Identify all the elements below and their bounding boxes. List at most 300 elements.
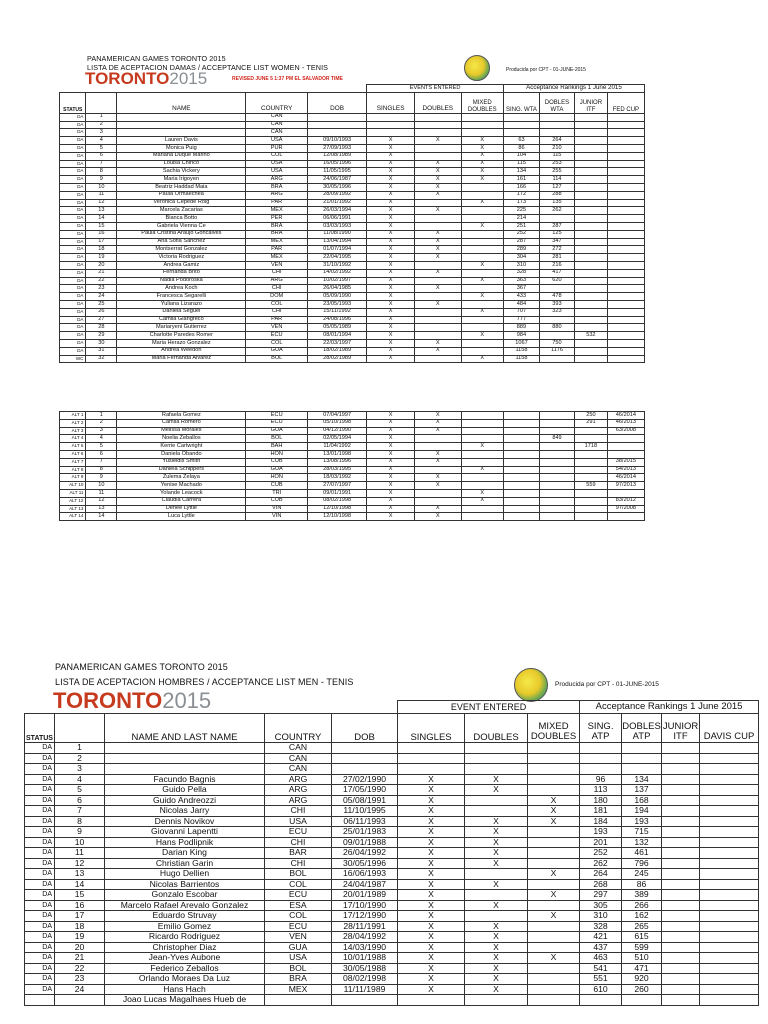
women-table-cell: DA [60,316,86,324]
men-table-cell [398,764,465,775]
women-table-cell: X [414,160,461,168]
men-table-cell: CAN [265,753,332,764]
women-table-cell: ARG [246,277,307,285]
women-alt-table-cell: HON [246,450,307,458]
men-table-cell [332,764,398,775]
women-table-cell: DA [60,144,86,152]
women-table-cell: DA [60,254,86,262]
men-table-cell: 715 [622,827,662,838]
women-table-cell: Paula Ormaechea [117,191,246,199]
men-table-cell: DA [25,753,55,764]
men-table-cell [700,743,759,754]
men-table-cell [662,795,700,806]
women-table-cell: 1176 [539,347,574,355]
men-table-cell: X [398,848,465,859]
women-table-cell: Victoria Rodriguez [117,254,246,262]
women-table-cell: DA [60,222,86,230]
women-table-cell: DA [60,261,86,269]
women-table-cell: 253 [539,160,574,168]
men-table-cell: 21 [55,953,105,964]
men-table-cell [662,753,700,764]
men-table-cell [528,921,580,932]
men-table-cell: 28/11/1991 [332,921,398,932]
men-table-cell: X [465,879,528,890]
women-table-cell: Marcela Zacarias [117,207,246,215]
women-table-cell: DA [60,324,86,332]
women-table-cell: Daniela Seguel [117,308,246,316]
women-table-cell: X [367,308,415,316]
women-table-cell: Maria Fernanda Alvarez [117,355,246,363]
men-table-cell: Emilio Gomez [105,921,265,932]
women-table-cell: DA [60,269,86,277]
women-alt-table-cell: 7 [86,458,117,466]
women-table-cell: 251 [503,222,539,230]
men-table-cell: 15 [55,890,105,901]
men-title-2: LISTA DE ACEPTACION HOMBRES / ACCEPTANCE LIST MEN - TENIS [55,677,354,687]
men-table-row [25,795,759,806]
women-alt-table-cell: 46/2013 [607,419,644,427]
women-title-2: LISTA DE ACEPTACION DAMAS / ACCEPTANCE LIST WOMEN - TENIS [87,63,329,72]
men-table-cell [465,795,528,806]
women-table-cell: 32 [86,355,117,363]
men-table-cell: 19 [55,932,105,943]
women-alt-table-cell: CUB [246,497,307,505]
women-table-cell: DA [60,308,86,316]
women-alt-table-cell: X [461,466,503,474]
women-table-cell: 135 [539,199,574,207]
men-table-cell: BAR [265,848,332,859]
women-table-cell: X [367,300,415,308]
women-table-cell: 7 [86,160,117,168]
men-table-cell: 5 [55,785,105,796]
women-table-cell: DA [60,332,86,340]
women-alt-table-cell: 12 [86,497,117,505]
women-table-cell: X [367,277,415,285]
men-table-cell [700,827,759,838]
women-table-cell: X [414,207,461,215]
men-table-cell: BOL [265,963,332,974]
men-table-cell: X [465,827,528,838]
women-alt-table-cell: ECU [246,412,307,420]
men-table-cell: 17/10/1990 [332,900,398,911]
women-table-cell: 01/07/1994 [307,246,366,254]
men-table-cell [528,942,580,953]
women-table-cell: COL [246,300,307,308]
men-table-cell [700,879,759,890]
men-table-cell [662,816,700,827]
women-table-cell: Charlotte Paredes Romer [117,332,246,340]
women-table-cell: PUR [246,144,307,152]
women-table-cell: 984 [503,332,539,340]
women-alt-table-cell: X [367,435,415,443]
women-col-dob: DOB [307,92,366,113]
men-table-row [25,816,759,827]
women-table-cell: 1158 [503,347,539,355]
women-table-cell: DA [60,246,86,254]
men-table-row [25,848,759,859]
women-table-cell: 393 [539,300,574,308]
men-table-cell: 471 [622,963,662,974]
men-table-row [25,858,759,869]
men-table-cell: 10 [55,837,105,848]
women-table-cell: 22/04/1995 [307,254,366,262]
women-alt-table-cell: ALT 7 [60,458,86,466]
men-col-junior-itf: JUNIOR ITF [662,714,700,743]
men-table-cell [528,995,580,1006]
men-table-cell: 297 [580,890,622,901]
women-logo-text: TORONTO [85,69,170,88]
men-table-cell: 23 [55,974,105,985]
men-table-cell: DA [25,963,55,974]
men-table-row [25,942,759,953]
women-table-cell: 347 [539,238,574,246]
women-rank-header: Acceptance Rankings 1 June 2015 [503,85,644,93]
women-table-cell: 24/08/1996 [307,316,366,324]
women-table-cell: Andrea Gamiz [117,261,246,269]
men-table-cell: DA [25,743,55,754]
women-table-cell: Maria Herazo Gonzalez [117,339,246,347]
women-table-cell: Camila Giangreco [117,316,246,324]
women-alt-table-cell: 1 [86,412,117,420]
men-table-cell [528,879,580,890]
men-table-cell: 184 [580,816,622,827]
women-table-cell: 310 [503,261,539,269]
men-table-cell: Orlando Moraes Da Luz [105,974,265,985]
men-table-row [25,974,759,985]
women-alt-table-cell: ALT 9 [60,474,86,482]
men-table-cell: 20/01/1989 [332,890,398,901]
men-table-cell: 16 [55,900,105,911]
women-table-cell: X [461,137,503,145]
men-table-cell: 551 [580,974,622,985]
women-alt-table-cell: X [367,427,415,435]
men-table-cell: Eduardo Struvay [105,911,265,922]
women-table-cell: 1067 [503,339,539,347]
men-table-cell: CAN [265,764,332,775]
women-alt-table-cell: 250 [574,412,607,420]
women-alt-table-cell: VIN [246,513,307,521]
men-table-cell: X [528,795,580,806]
women-table-cell: Mariaryeni Gutierrez [117,324,246,332]
women-alt-table-cell: ALT 5 [60,443,86,451]
women-table-cell: X [367,339,415,347]
women-table-cell: 532 [574,332,607,340]
men-table-cell [700,869,759,880]
men-table-row [25,774,759,785]
women-alt-table-cell: 2 [86,419,117,427]
men-table-row [25,953,759,964]
men-table-cell: Darian King [105,848,265,859]
women-table-cell: 620 [539,277,574,285]
women-alt-table-cell: X [461,489,503,497]
women-alt-table-cell: 05/10/1998 [307,419,366,427]
men-table-cell: X [398,774,465,785]
men-table-cell: 437 [580,942,622,953]
men-table-cell [465,764,528,775]
women-table-cell: 1158 [503,355,539,363]
women-alt-table-cell: Claudia Carrera [117,497,246,505]
women-alt-table-cell: Daniela Obando [117,450,246,458]
men-table-cell: Guido Andreozzi [105,795,265,806]
men-table-cell: DA [25,785,55,796]
women-table-cell: 114 [539,176,574,184]
women-table-cell: X [367,332,415,340]
men-table-row [25,995,759,1006]
men-table-cell: X [398,837,465,848]
women-table-cell: DA [60,238,86,246]
women-table-cell: X [414,238,461,246]
women-table-cell: X [367,144,415,152]
men-table-cell: DA [25,837,55,848]
women-table-cell: Bianca Botto [117,215,246,223]
women-table-cell: 363 [503,277,539,285]
men-table-cell [398,995,465,1006]
men-table-cell: 3 [55,764,105,775]
men-table-cell: Hugo Dellien [105,869,265,880]
men-col-name: NAME AND LAST NAME [105,714,265,743]
men-table-cell: Facundo Bagnis [105,774,265,785]
women-table-cell: CAN [246,129,307,137]
women-alt-table-cell: Noelia Zeballos [117,435,246,443]
women-table-cell: DA [60,129,86,137]
men-table-cell: X [528,890,580,901]
men-table-cell: X [465,953,528,964]
women-table-cell: USA [246,160,307,168]
men-table-cell [332,743,398,754]
men-table-cell [662,743,700,754]
women-alt-table-cell: 5 [86,443,117,451]
men-table-cell [662,963,700,974]
men-table-cell: 13 [55,869,105,880]
women-table-cell: X [414,137,461,145]
women-table-cell: X [461,261,503,269]
men-table-cell: 86 [622,879,662,890]
men-table-cell: Marcelo Rafael Arevalo Gonzalez [105,900,265,911]
men-table-cell: COL [265,879,332,890]
men-table-cell: DA [25,774,55,785]
men-table-cell [662,858,700,869]
women-alt-table-cell: Zulema Zelaya [117,474,246,482]
women-alt-table-cell: Luca Lyttle [117,513,246,521]
women-table-cell: 30/05/1996 [307,183,366,191]
women-alt-table-cell: X [414,458,461,466]
women-table-cell: X [367,254,415,262]
women-table-cell: Monica Puig [117,144,246,152]
women-table-cell: BRA [246,230,307,238]
men-table-cell: ECU [265,890,332,901]
men-table-cell [332,995,398,1006]
women-table-cell: 287 [503,238,539,246]
men-table-cell: 11 [55,848,105,859]
women-table-cell: 173 [503,199,539,207]
men-table-cell [528,743,580,754]
men-table-cell [662,900,700,911]
women-table-cell: Andrea Koch [117,285,246,293]
women-alt-table-cell: HON [246,474,307,482]
men-table-row [25,785,759,796]
men-table-cell: 305 [580,900,622,911]
women-table-cell: X [461,277,503,285]
women-table-cell: PAR [246,316,307,324]
women-table-cell: X [461,176,503,184]
men-table-cell: X [398,879,465,890]
women-alt-table-cell: ALT 10 [60,482,86,490]
men-table-cell: 96 [580,774,622,785]
men-table-cell: 201 [580,837,622,848]
men-table-cell [662,827,700,838]
women-alt-table-cell: 08/02/1998 [307,497,366,505]
women-table-cell: 304 [503,254,539,262]
women-alt-table-cell: 04/12/1990 [307,427,366,435]
men-table-cell: 17/05/1990 [332,785,398,796]
women-table-cell: 216 [539,261,574,269]
men-table-cell: 599 [622,942,662,953]
women-table-cell: 63 [503,137,539,145]
men-table-cell [700,953,759,964]
women-table-cell: X [461,144,503,152]
men-table-cell: 180 [580,795,622,806]
men-table-cell: 24/04/1987 [332,879,398,890]
men-table-cell: DA [25,827,55,838]
men-table-cell: Joao Lucas Magalhaes Hueb de [105,995,265,1006]
men-table-cell [55,995,105,1006]
women-table-cell: 22 [86,277,117,285]
women-table-cell: 23/05/1993 [307,300,366,308]
men-table-cell: Gonzalo Escobar [105,890,265,901]
men-table-cell: DA [25,816,55,827]
women-table-cell: X [367,176,415,184]
women-table-cell: X [367,207,415,215]
women-alt-table-cell: 18/03/1992 [307,474,366,482]
women-table-cell: 20 [86,261,117,269]
women-table-cell: X [414,285,461,293]
men-table-cell: ECU [265,921,332,932]
women-alt-table-cell: Yenise Machado [117,482,246,490]
men-table-cell: 796 [622,858,662,869]
men-col-status: STATUS [25,714,55,743]
women-table-cell: X [461,168,503,176]
women-table-cell: Gabriela Vienna Ce [117,222,246,230]
women-table-cell: MEX [246,238,307,246]
men-table-cell: DA [25,911,55,922]
men-table-cell: X [398,806,465,817]
men-table-cell: 265 [622,921,662,932]
women-table-cell: 18 [86,246,117,254]
women-alt-table-cell: ALT 14 [60,513,86,521]
men-table-cell: X [465,774,528,785]
men-table-cell [700,932,759,943]
women-alt-table-cell: X [414,482,461,490]
men-table-cell: 16/06/1993 [332,869,398,880]
women-table-cell: 21 [86,269,117,277]
women-table-cell: X [461,332,503,340]
men-table-cell [662,785,700,796]
men-table-cell: X [465,848,528,859]
women-alt-table-cell: 11 [86,489,117,497]
women-alt-table-cell: 97/2008 [607,505,644,513]
women-table-cell: DA [60,199,86,207]
women-table-cell: X [414,254,461,262]
women-table-cell: 10/02/1997 [307,277,366,285]
women-table-cell: DA [60,137,86,145]
women-table-cell: DA [60,207,86,215]
women-alt-table-cell: Kerrie Cartwright [117,443,246,451]
women-alt-table-cell: X [367,443,415,451]
men-col-country: COUNTRY [265,714,332,743]
men-table-cell [700,795,759,806]
women-alt-table-cell: 11/04/1992 [307,443,366,451]
men-table-cell: COL [265,911,332,922]
women-alt-table-cell: 27/07/1997 [307,482,366,490]
women-title-1: PANAMERICAN GAMES TORONTO 2015 [87,54,226,63]
men-table-row [25,932,759,943]
men-table-cell [700,785,759,796]
men-table-cell: DA [25,942,55,953]
men-table-cell: 09/01/1988 [332,837,398,848]
women-table-cell: X [367,246,415,254]
men-table-cell: VEN [265,932,332,943]
men-table-cell: 10/01/1988 [332,953,398,964]
men-table-cell [662,942,700,953]
women-alt-table-cell: X [461,443,503,451]
women-table-cell: 889 [503,324,539,332]
women-table-cell: 6 [86,152,117,160]
men-table-row [25,869,759,880]
women-table-cell: DA [60,293,86,301]
women-alt-table-cell: X [367,466,415,474]
men-table-cell: ARG [265,785,332,796]
women-alt-table-cell: 54/2013 [607,466,644,474]
men-table-cell: 1 [55,743,105,754]
men-table-cell [465,806,528,817]
women-alt-table-cell: 83/2012 [607,497,644,505]
women-alt-table-cell: Daniela Schippers [117,466,246,474]
men-table-cell: 17/12/1990 [332,911,398,922]
men-table-cell: 194 [622,806,662,817]
women-alt-table-cell: X [414,419,461,427]
women-alt-table-cell: 291 [574,419,607,427]
women-alt-table-cell: GUA [246,466,307,474]
men-table-row [25,921,759,932]
men-table-cell: 17 [55,911,105,922]
women-table-cell: X [414,191,461,199]
women-table-cell: Paula Cristina Araujo Goncalves [117,230,246,238]
women-table-cell: 19 [86,254,117,262]
women-table-cell: 23 [86,285,117,293]
men-col-dobles-atp: DOBLES ATP [622,714,662,743]
men-table-cell: CHI [265,806,332,817]
women-alt-table-cell: 8 [86,466,117,474]
men-table-cell [662,879,700,890]
men-table-cell [528,774,580,785]
women-table-cell: 18/02/1989 [307,347,366,355]
men-table-row [25,827,759,838]
men-table-cell [528,858,580,869]
women-table-cell: 225 [503,207,539,215]
women-table-cell: 289 [503,246,539,254]
women-table-cell: 2 [86,121,117,129]
women-alt-table-cell: Melissa Morales [117,427,246,435]
women-table-cell: Yuliana Lizarazo [117,300,246,308]
women-alt-table-cell: 12/10/1998 [307,513,366,521]
men-table-cell: 193 [580,827,622,838]
women-logo-year: 2015 [169,69,208,88]
men-table-cell: X [465,858,528,869]
women-col-dobles-wta: DOBLES WTA [539,92,574,113]
women-table-cell: PAR [246,199,307,207]
women-table-cell: 750 [539,339,574,347]
women-col-singles: SINGLES [367,92,415,113]
